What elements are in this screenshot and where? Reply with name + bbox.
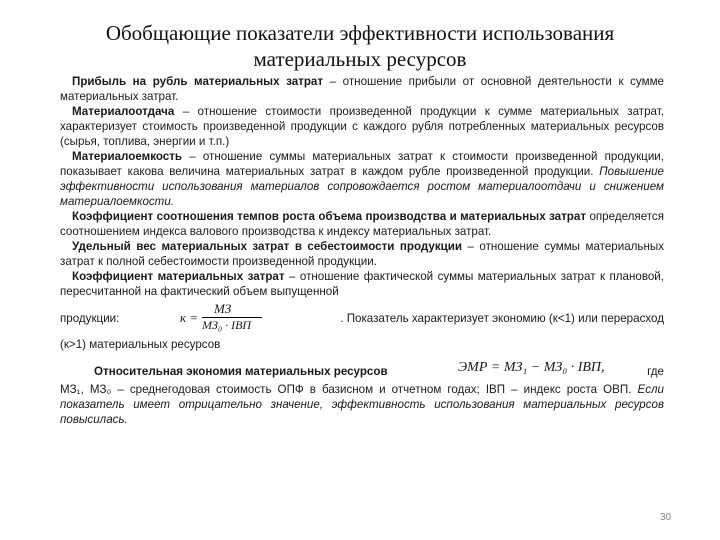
paragraph-material-intensity (60, 149, 664, 209)
term-relative-economy: Относительная экономия материальных ресурсов (94, 365, 388, 378)
scanned-text-block (60, 74, 664, 504)
definition-growth-ratio: определяется соотношением индекса валового производства к индексу материальных затрат. (60, 210, 665, 238)
term-cost-share: Удельный вес материальных затрат в себестоимости продукции (72, 240, 463, 253)
paragraph-profit-per-ruble (60, 74, 664, 104)
relative-economy-where: где (647, 365, 664, 378)
formula-trailing-text: . Показатель характеризует экономию (к<1) или перерасход (340, 312, 664, 325)
formula-continuation: (к>1) материальных ресурсов (60, 338, 221, 351)
paragraph-growth-ratio (60, 209, 664, 239)
definition-material-cost-coefficient: – отношение фактической суммы материальных затрат к плановой, пересчитанной на фактический объем выпущенной (60, 270, 664, 298)
formula-numerator: МЗ (214, 301, 232, 316)
paragraph-material-cost-coefficient (60, 269, 664, 299)
definition-material-return: – отношение стоимости произведенной продукции к сумме материальных затрат, характеризует стоимость произведенной продукции с каждого рубля потребленных материальных ресурсов (сырья, топлива, энергии и т.п.) (60, 105, 664, 148)
term-material-intensity: Материалоемкость (72, 150, 183, 163)
formula-denominator: МЗ₀ · IВП (202, 318, 252, 332)
slide-title-line-1: Обобщающие показатели эффективности использования (105, 21, 615, 45)
coefficient-formula (180, 301, 270, 335)
term-growth-ratio: Коэффициент соотношения темпов роста объема производства и материальных затрат (72, 210, 587, 223)
paragraph-material-return (60, 104, 664, 149)
formula-k: к = (180, 310, 199, 325)
note-relative-economy: Если показатель имеет отрицательно значение, эффективность использования материальных ресурсов повысилась. (60, 383, 664, 426)
page-number: 30 (660, 512, 672, 523)
note-material-intensity: Повышение эффективности использования материалов сопровождается ростом материалоотдачи и снижением материалоемкости. (60, 165, 664, 208)
formula-row-coefficient (60, 301, 664, 335)
relative-economy-row (60, 358, 664, 382)
formula-lead-text: продукции: (60, 312, 120, 325)
term-material-return: Материалоотдача (72, 105, 175, 118)
slide-title (0, 20, 720, 72)
relative-economy-formula: ЭМР = МЗ₁ − МЗ₀ · IВП, (458, 360, 605, 375)
definition-material-intensity: – отношение суммы материальных затрат к стоимости произведенной продукции, показывает какова величина материальных затрат в каждом рубле произведенной продукции. (60, 150, 664, 178)
definition-cost-share: – отношение суммы материальных затрат к полной себестоимости произведенной продукции. (60, 240, 664, 268)
term-profit-per-ruble: Прибыль на рубль материальных затрат (72, 75, 324, 88)
paragraph-cost-share (60, 239, 664, 269)
slide-title-line-2: материальных ресурсов (253, 47, 467, 71)
paragraph-relative-economy (60, 382, 664, 427)
term-material-cost-coefficient: Коэффициент материальных затрат (72, 270, 285, 283)
definition-profit-per-ruble: – отношение прибыли от основной деятельности к сумме материальных затрат. (60, 75, 664, 103)
definition-relative-economy: МЗ₁, МЗ₀ – среднегодовая стоимость ОПФ в базисном и отчетном годах; IВП – индекс роста ОВП. (60, 383, 638, 396)
